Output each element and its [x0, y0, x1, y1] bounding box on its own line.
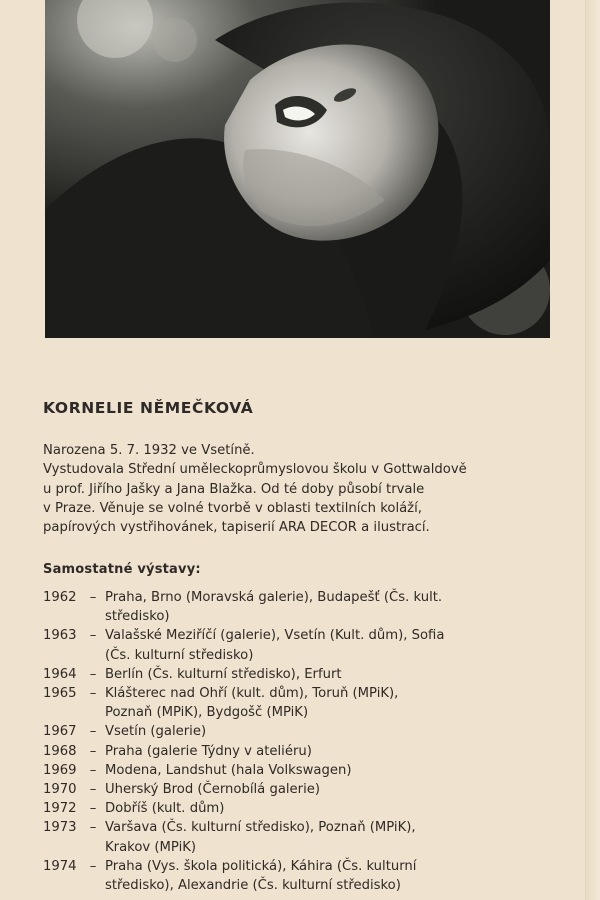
portrait-photo [45, 0, 550, 338]
exhibition-line: Klášterec nad Ohří (kult. dům), Toruň (MPiK), [105, 686, 399, 702]
exhibition-text [105, 665, 515, 684]
exhibitions-heading: Samostatné výstavy: [43, 562, 201, 577]
bio-line: v Praze. Věnuje se volné tvorbě v oblasti textilních koláží, [43, 500, 422, 516]
exhibition-entry [43, 780, 533, 799]
exhibition-entry [43, 742, 533, 761]
exhibition-text [105, 626, 515, 664]
exhibition-year: 1972 [43, 801, 77, 817]
bio-line: Vystudovala Střední uměleckoprůmyslovou školu v Gottwaldově [43, 462, 467, 478]
exhibitions-list [43, 588, 533, 895]
exhibition-line: Krakov (MPiK) [105, 839, 197, 855]
exhibition-year: 1965 [43, 686, 77, 702]
exhibition-entry [43, 857, 533, 895]
dash-separator: – [89, 820, 97, 836]
exhibition-line: Vsetín (galerie) [105, 724, 207, 740]
exhibition-entry [43, 665, 533, 684]
exhibition-line: Valašské Meziříčí (galerie), Vsetín (Kult. dům), Sofia [105, 628, 445, 644]
biography [43, 441, 513, 537]
dash-separator: – [89, 628, 97, 644]
exhibition-entry [43, 626, 533, 664]
exhibition-line: středisko) [105, 609, 170, 625]
dash-separator: – [89, 743, 97, 759]
exhibition-year: 1973 [43, 820, 77, 836]
exhibition-text [105, 818, 515, 856]
exhibition-year: 1964 [43, 666, 77, 682]
exhibition-text [105, 722, 515, 741]
exhibition-year: 1967 [43, 724, 77, 740]
exhibition-year: 1963 [43, 628, 77, 644]
exhibition-line: Praha (Vys. škola politická), Káhira (Čs. kulturní [105, 858, 417, 874]
artist-name: KORNELIE NĚMEČKOVÁ [43, 399, 254, 417]
bio-line: u prof. Jiřího Jašky a Jana Blažka. Od té doby působí trvale [43, 481, 425, 497]
exhibition-line: Modena, Landshut (hala Volkswagen) [105, 762, 352, 778]
exhibition-text [105, 742, 515, 761]
portrait-image [45, 0, 550, 338]
dash-separator: – [89, 801, 97, 817]
exhibition-text [105, 588, 515, 626]
exhibition-text [105, 857, 515, 895]
exhibition-year: 1962 [43, 590, 77, 605]
exhibition-line: Dobříš (kult. dům) [105, 801, 225, 817]
exhibition-line: středisko), Alexandrie (Čs. kulturní středisko) [105, 878, 401, 894]
exhibition-entry [43, 684, 533, 722]
exhibition-text [105, 799, 515, 818]
exhibition-year: 1970 [43, 782, 77, 798]
exhibition-year: 1969 [43, 762, 77, 778]
exhibition-line: (Čs. kulturní středisko) [105, 647, 254, 663]
dash-separator: – [89, 858, 97, 874]
dash-separator: – [89, 724, 97, 740]
exhibition-line: Praha, Brno (Moravská galerie), Budapešť (Čs. kult. [105, 590, 443, 605]
bio-line: Narozena 5. 7. 1932 ve Vsetíně. [43, 443, 255, 458]
dash-separator: – [89, 686, 97, 702]
exhibition-text [105, 761, 515, 780]
exhibition-entry [43, 761, 533, 780]
exhibition-entry [43, 799, 533, 818]
exhibition-text [105, 684, 515, 722]
dash-separator: – [89, 590, 97, 605]
exhibition-year: 1968 [43, 743, 77, 759]
exhibition-line: Berlín (Čs. kulturní středisko), Erfurt [105, 666, 342, 682]
dash-separator: – [89, 666, 97, 682]
exhibition-line: Uherský Brod (Černobílá galerie) [105, 782, 321, 798]
exhibition-entry [43, 818, 533, 856]
exhibition-line: Varšava (Čs. kulturní středisko), Poznaň (MPiK), [105, 820, 416, 836]
page-edge [585, 0, 600, 900]
exhibition-year: 1974 [43, 858, 77, 874]
dash-separator: – [89, 782, 97, 798]
exhibition-line: Poznaň (MPiK), Bydgošč (MPiK) [105, 705, 309, 721]
exhibition-line: Praha (galerie Týdny v ateliéru) [105, 743, 312, 759]
dash-separator: – [89, 762, 97, 778]
exhibition-text [105, 780, 515, 799]
exhibition-entry [43, 722, 533, 741]
exhibition-entry [43, 588, 533, 626]
bio-line: papírových vystřihovánek, tapiserií ARA DECOR a ilustrací. [43, 520, 430, 536]
